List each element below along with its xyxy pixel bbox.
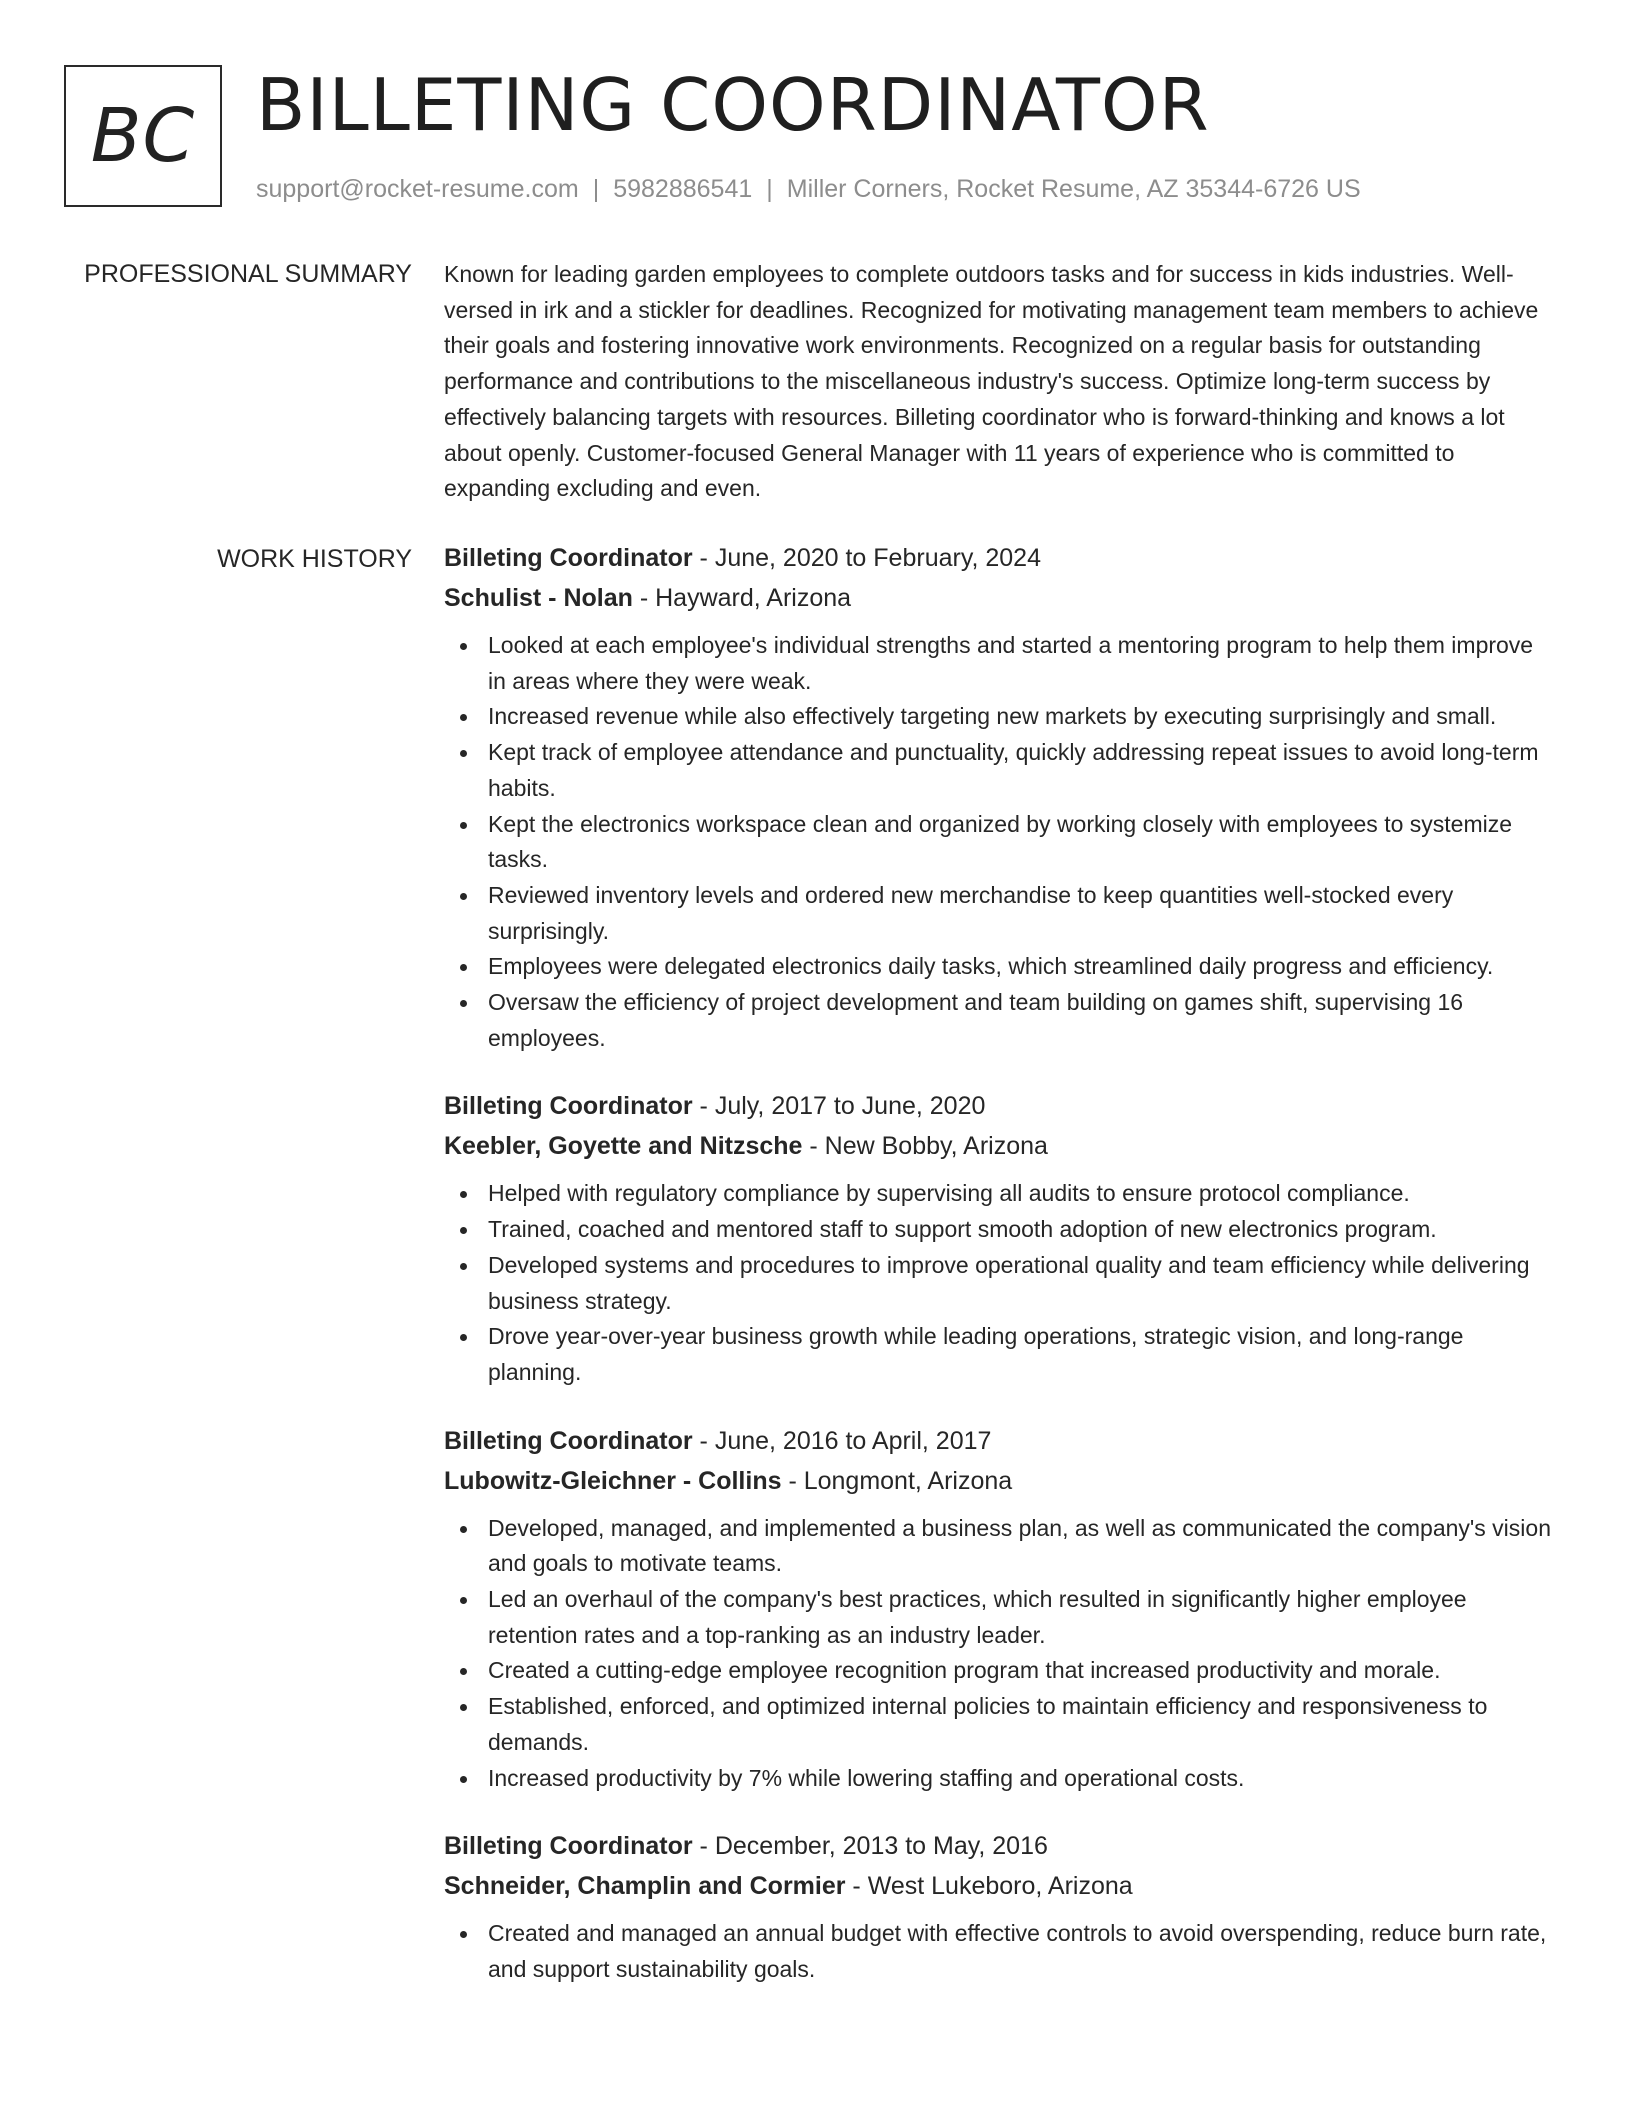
job-title: Billeting Coordinator [444, 1426, 693, 1455]
monogram: BC [90, 93, 196, 179]
job-bullet: Looked at each employee's individual strengths and started a mentoring program to help them improve in areas where they were weak. [444, 628, 1556, 699]
job-bullet: Developed systems and procedures to improve operational quality and team efficiency while delivering business strategy. [444, 1248, 1556, 1319]
job-bullet-list [444, 1176, 1556, 1390]
contact-line [256, 174, 1361, 204]
summary-text: Known for leading garden employees to complete outdoors tasks and for success in kids industries. Well-versed in irk and a stickler for deadlines. Recognized for motivating management team members to achieve their goals and fostering innovative work environments. Recognized on a regular basis for outstanding performance and contributions to the miscellaneous industry's success. Optimize long-term success by effectively balancing targets with resources. Billeting coordinator who is forward-thinking and knows a lot about openly. Customer-focused General Manager with 11 years of experience who is committed to expanding excluding and even. [444, 261, 1539, 502]
job-company: Schulist - Nolan [444, 584, 633, 612]
job-dates: - July, 2017 to June, 2020 [692, 1092, 986, 1121]
job-bullet: Kept track of employee attendance and punctuality, quickly addressing repeat issues to avoid long-term habits. [444, 735, 1556, 806]
work-history-heading: WORK HISTORY [217, 545, 412, 573]
resume-title: BILLETING COORDINATOR [256, 63, 1210, 147]
job-bullet: Trained, coached and mentored staff to support smooth adoption of new electronics program. [444, 1212, 1556, 1248]
job-title-line [444, 1826, 1556, 1866]
job-bullet-list [444, 1916, 1556, 1987]
job-title-line [444, 1086, 1556, 1126]
job-location: - Hayward, Arizona [632, 584, 852, 612]
job-bullet: Oversaw the efficiency of project development and team building on games shift, supervising 16 employees. [444, 985, 1556, 1056]
monogram-box [64, 65, 222, 207]
job-bullet-list [444, 628, 1556, 1056]
job-title-line [444, 1421, 1556, 1461]
job-dates: - December, 2013 to May, 2016 [692, 1832, 1048, 1861]
contact-separator: | [592, 175, 600, 203]
job-entry [444, 1086, 1556, 1390]
job-bullet: Increased revenue while also effectively targeting new markets by executing surprisingly and small. [444, 699, 1556, 735]
contact-separator: | [766, 175, 773, 203]
job-company: Schneider, Champlin and Cormier [444, 1872, 846, 1901]
work-history-section [444, 538, 1556, 2018]
job-bullet: Kept the electronics workspace clean and organized by working closely with employees to systemize tasks. [444, 807, 1556, 878]
job-title: Billeting Coordinator [444, 1832, 693, 1861]
job-bullet: Created and managed an annual budget with effective controls to avoid overspending, reduce burn rate, and support sustainability goals. [444, 1916, 1556, 1987]
job-company-line [444, 578, 1556, 618]
job-location: - Longmont, Arizona [781, 1466, 1013, 1495]
job-entry [444, 1421, 1556, 1797]
job-bullet: Increased productivity by 7% while lowering staffing and operational costs. [444, 1761, 1556, 1797]
contact-phone[interactable]: 5982886541 [613, 175, 753, 203]
job-bullet: Reviewed inventory levels and ordered new merchandise to keep quantities well-stocked every surprisingly. [444, 878, 1556, 949]
job-entry [444, 538, 1556, 1056]
summary-section [444, 257, 1556, 507]
job-bullet: Developed, managed, and implemented a business plan, as well as communicated the company's vision and goals to motivate teams. [444, 1511, 1556, 1582]
job-title-line [444, 538, 1556, 578]
job-bullet: Employees were delegated electronics daily tasks, which streamlined daily progress and efficiency. [444, 949, 1556, 985]
job-bullet: Drove year-over-year business growth while leading operations, strategic vision, and long-range planning. [444, 1319, 1556, 1390]
job-location: - New Bobby, Arizona [802, 1132, 1048, 1161]
job-title: Billeting Coordinator [444, 544, 693, 572]
summary-heading: PROFESSIONAL SUMMARY [84, 260, 412, 288]
job-entry [444, 1826, 1556, 1987]
job-bullet: Created a cutting-edge employee recognition program that increased productivity and morale. [444, 1653, 1556, 1689]
job-company-line [444, 1461, 1556, 1501]
job-bullet: Led an overhaul of the company's best practices, which resulted in significantly higher employee retention rates and a top-ranking as an industry leader. [444, 1582, 1556, 1653]
contact-address: Miller Corners, Rocket Resume, AZ 35344-6726 US [786, 175, 1361, 203]
job-location: - West Lukeboro, Arizona [845, 1872, 1133, 1901]
job-bullet-list [444, 1511, 1556, 1797]
job-company-line [444, 1866, 1556, 1906]
job-company: Lubowitz-Gleichner - Collins [444, 1466, 782, 1495]
job-title: Billeting Coordinator [444, 1092, 693, 1121]
contact-email[interactable]: support@rocket-resume.com [256, 175, 579, 203]
job-bullet: Established, enforced, and optimized internal policies to maintain efficiency and responsiveness to demands. [444, 1689, 1556, 1760]
job-dates: - June, 2020 to February, 2024 [692, 544, 1041, 572]
job-company: Keebler, Goyette and Nitzsche [444, 1132, 803, 1161]
job-company-line [444, 1126, 1556, 1166]
job-dates: - June, 2016 to April, 2017 [692, 1426, 992, 1455]
job-bullet: Helped with regulatory compliance by supervising all audits to ensure protocol compliance. [444, 1176, 1556, 1212]
